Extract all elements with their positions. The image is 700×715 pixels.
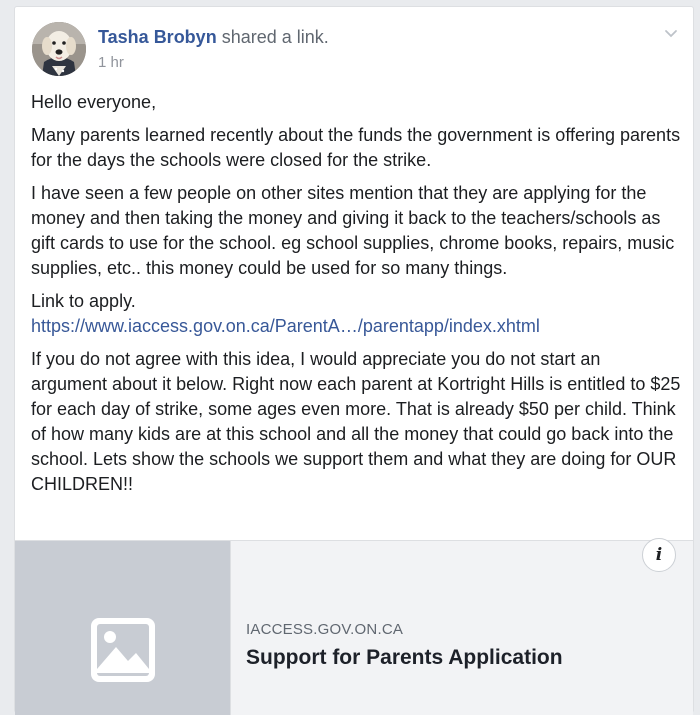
post-paragraph: I have seen a few people on other sites mention that they are applying for the money and then taking the money and giving it back to the teachers/schools as gift cards to use for the school. eg school supplies, chrome books, repairs, music supplies, etc.. this money could be used for so many things. (31, 183, 675, 278)
chevron-down-icon[interactable] (663, 25, 679, 41)
author-name[interactable]: Tasha Brobyn (98, 27, 217, 47)
attachment-title[interactable]: Support for Parents Application (246, 646, 563, 669)
attachment-domain: IACCESS.GOV.ON.CA (246, 621, 404, 638)
post-body (31, 90, 681, 505)
image-placeholder-icon (90, 617, 156, 683)
post-timestamp[interactable]: 1 hr (98, 54, 124, 71)
link-label: Link to apply. (31, 291, 136, 311)
dog-avatar-icon (32, 22, 86, 76)
post-paragraph: Many parents learned recently about the funds the government is offering parents for the days the schools were closed for the strike. (31, 125, 681, 170)
share-action-text: shared a link. (221, 27, 329, 47)
post-paragraph: Hello everyone, (31, 92, 157, 112)
post-card (14, 6, 694, 713)
post-paragraph (31, 289, 681, 339)
attachment-thumbnail[interactable] (15, 541, 231, 715)
avatar[interactable] (32, 22, 86, 76)
link-attachment[interactable] (15, 540, 693, 715)
post-paragraph: If you do not agree with this idea, I would appreciate you do not start an argument about it below. Right now each parent at Kortright Hills is entitled to $25 for each day of strike, some ages even more. That is already $50 per child. Think of how many kids are at this school and all the money that could go back into the school. Lets show the schools we support them and what they are doing for OUR CHILDREN!! (31, 349, 681, 494)
info-icon[interactable]: i (642, 538, 676, 572)
author-line (98, 27, 329, 48)
application-link[interactable]: https://www.iaccess.gov.on.ca/ParentA…/parentapp/index.xhtml (31, 316, 540, 336)
